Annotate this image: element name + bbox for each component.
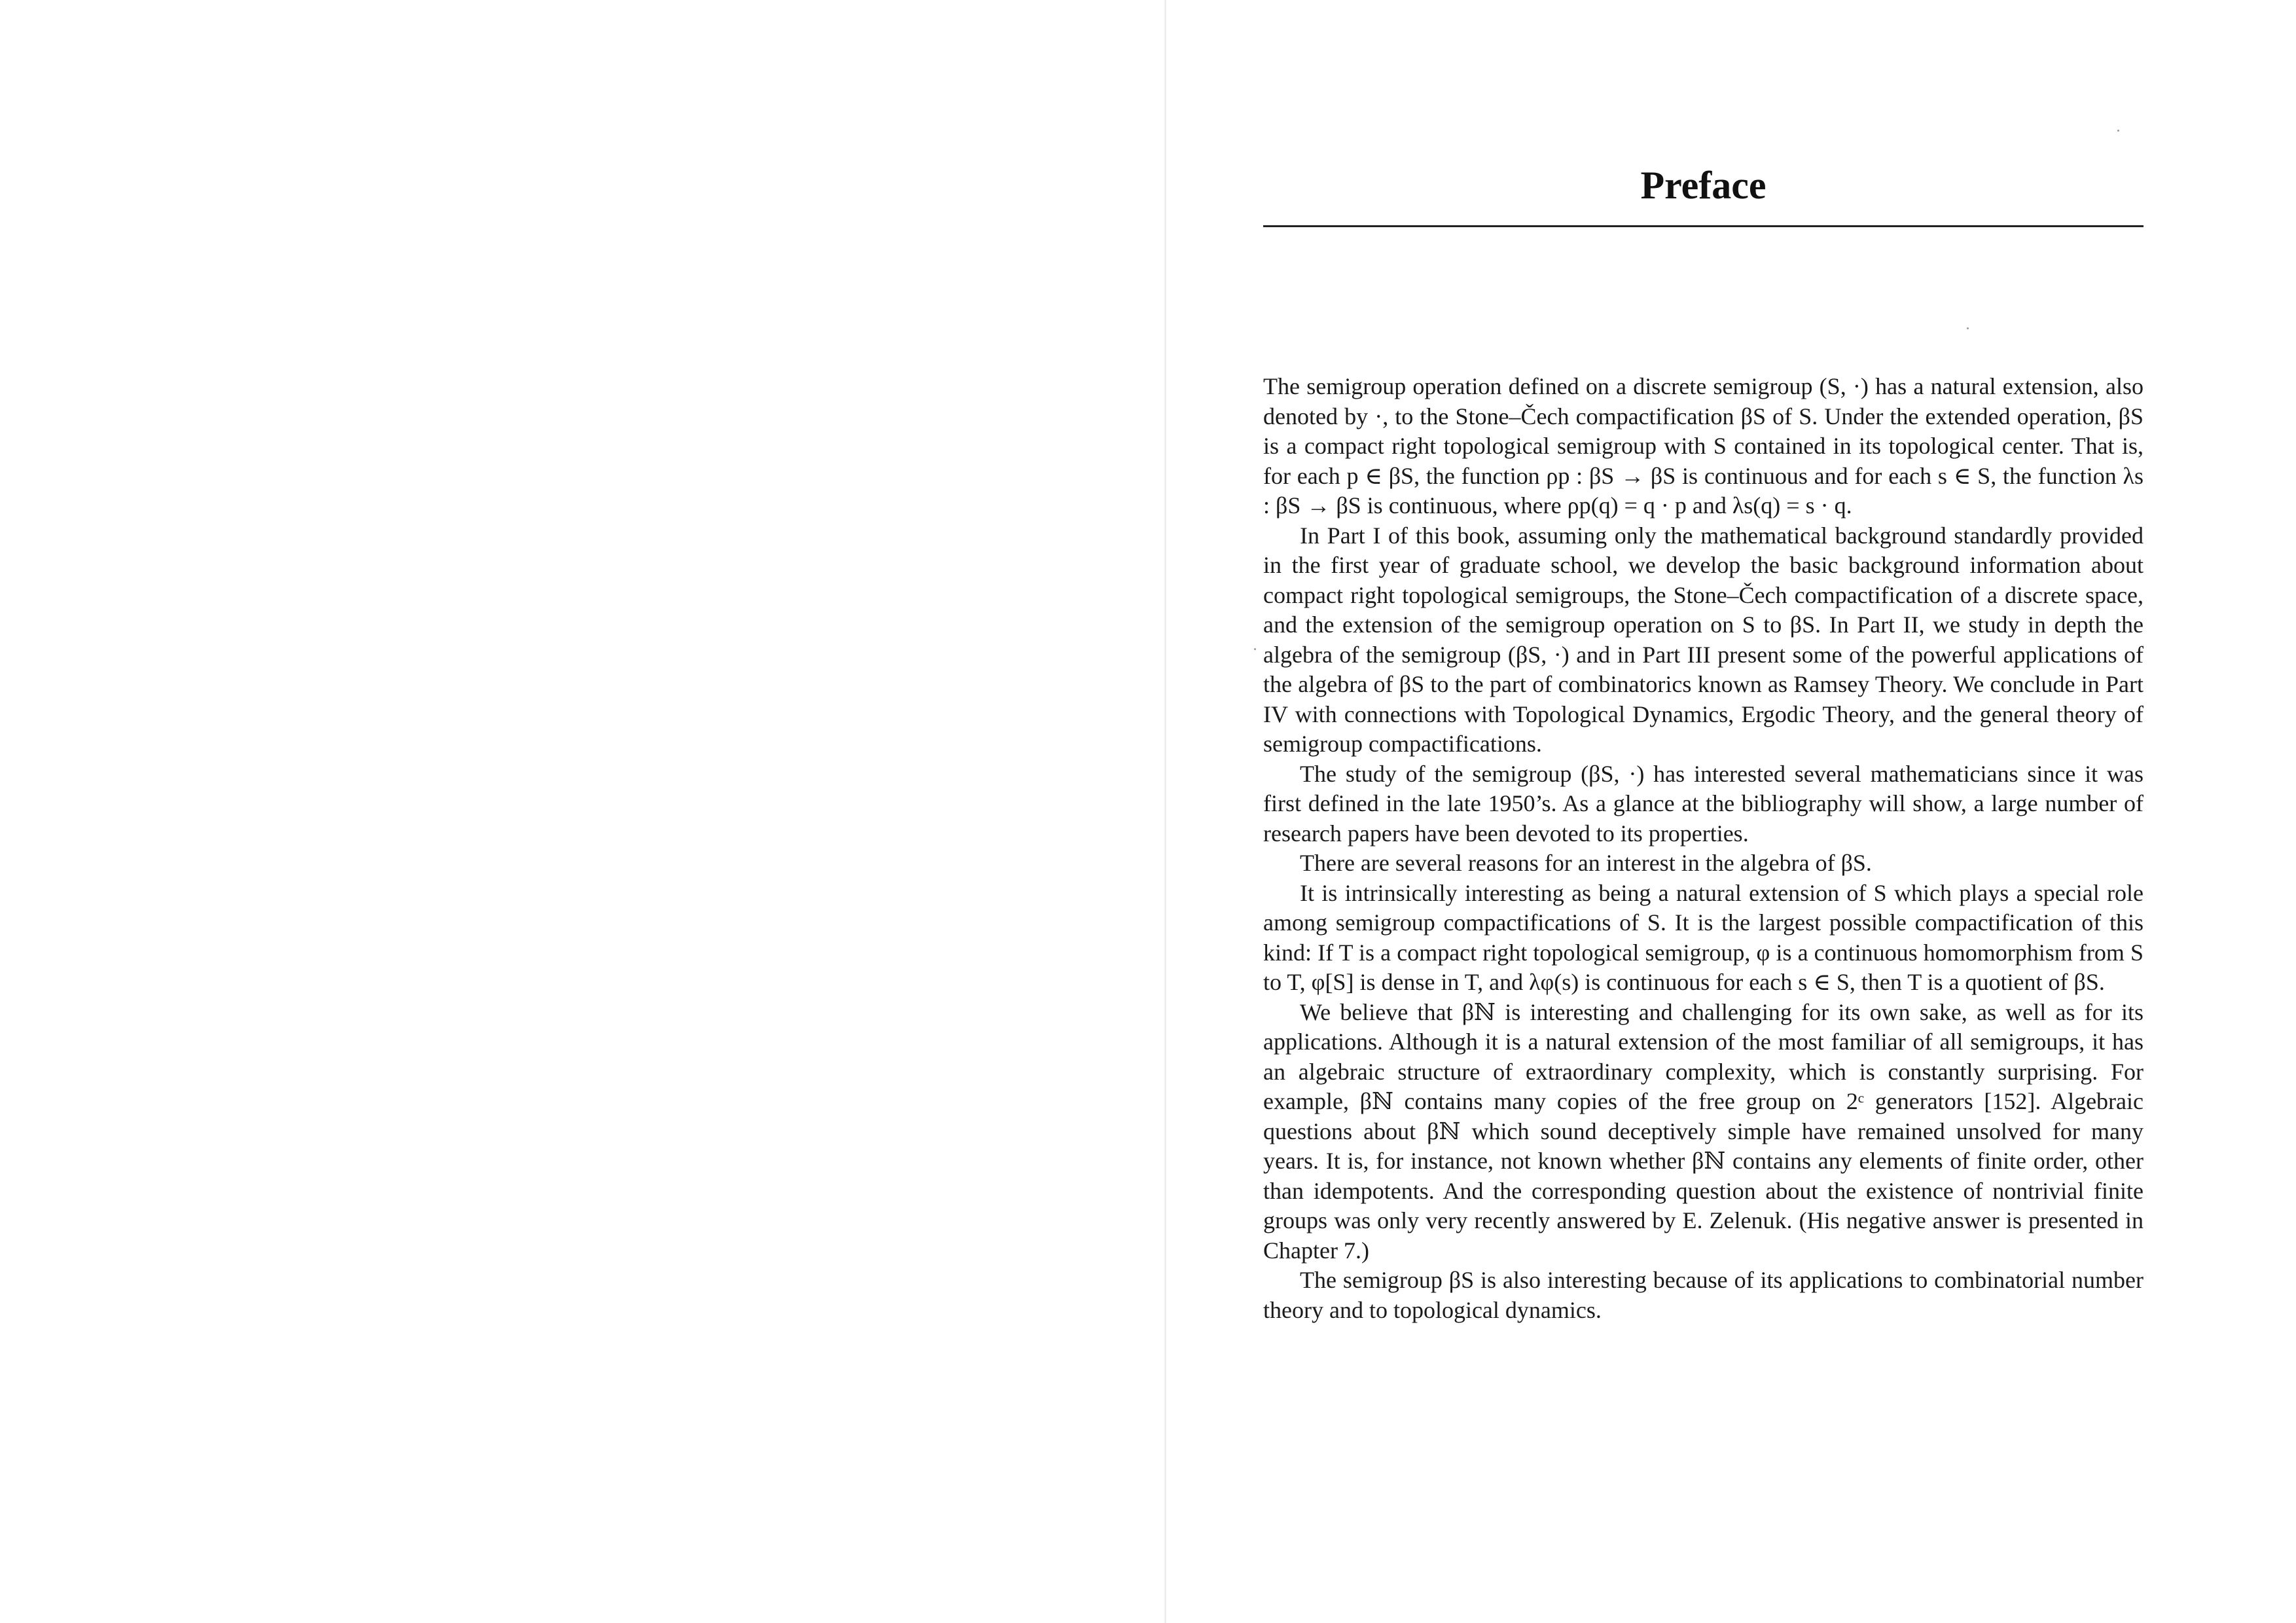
scan-speck [2117, 130, 2119, 132]
paragraph-3: The study of the semigroup (βS, ·) has interested several mathematicians since it was first defined in the late 1950’s. As a glance at the bibliography will show, a large number of research papers have been devoted to its properties. [1263, 760, 2144, 847]
scan-speck [1254, 648, 1256, 650]
title-rule [1263, 225, 2144, 227]
paragraph-4: There are several reasons for an interest in the algebra of βS. [1300, 850, 1872, 876]
paragraph-7: The semigroup βS is also interesting because of its applications to combinatorial number theory and to topological dynamics. [1263, 1267, 2144, 1323]
paragraph-1: The semigroup operation defined on a discrete semigroup (S, ·) has a natural extension, also denoted by ·, to the Stone–Čech compactification βS of S. Under the extended operation, βS is a compact right topological semigroup with S contained in its topological center. That is, for each p ∈ βS, the function ρp : βS → βS is continuous and for each s ∈ S, the function λs : βS → βS is continuous, where ρp(q) = q · p and λs(q) = s · q. [1263, 373, 2144, 519]
paragraph-6: We believe that βℕ is interesting and challenging for its own sake, as well as for its applications. Although it is a natural extension of the most familiar of all semigroups, it has an algebraic structure of extraordinary complexity, which is constantly surprising. For example, βℕ contains many copies of the free group on 2ᶜ generators [152]. Algebraic questions about βℕ which sound deceptively simple have remained unsolved for many years. It is, for instance, not known whether βℕ contains any elements of finite order, other than idempotents. And the corresponding question about the existence of nontrivial finite groups was only very recently answered by E. Zelenuk. (His negative answer is presented in Chapter 7.) [1263, 998, 2144, 1264]
scan-speck [1967, 327, 1969, 329]
paragraph-2: In Part I of this book, assuming only the mathematical background standardly provided in the first year of graduate school, we develop the basic background information about compact right topological semigroups, the Stone–Čech compactification of a discrete space, and the extension of the semigroup operation on S to βS. In Part II, we study in depth the algebra of the semigroup (βS, ·) and in Part III present some of the powerful applications of the algebra of βS to the part of combinatorics known as Ramsey Theory. We conclude in Part IV with connections with Topological Dynamics, Ergodic Theory, and the general theory of semigroup compactifications. [1263, 522, 2144, 757]
paragraph-5: It is intrinsically interesting as being a natural extension of S which plays a special role among semigroup compactifications of S. It is the largest possible compactification of this kind: If T is a compact right topological semigroup, φ is a continuous homomorphism from S to T, φ[S] is dense in T, and λφ(s) is continuous for each s ∈ S, then T is a quotient of βS. [1263, 879, 2144, 995]
preface-body [1263, 372, 2144, 1325]
page-title: Preface [1640, 164, 1767, 207]
